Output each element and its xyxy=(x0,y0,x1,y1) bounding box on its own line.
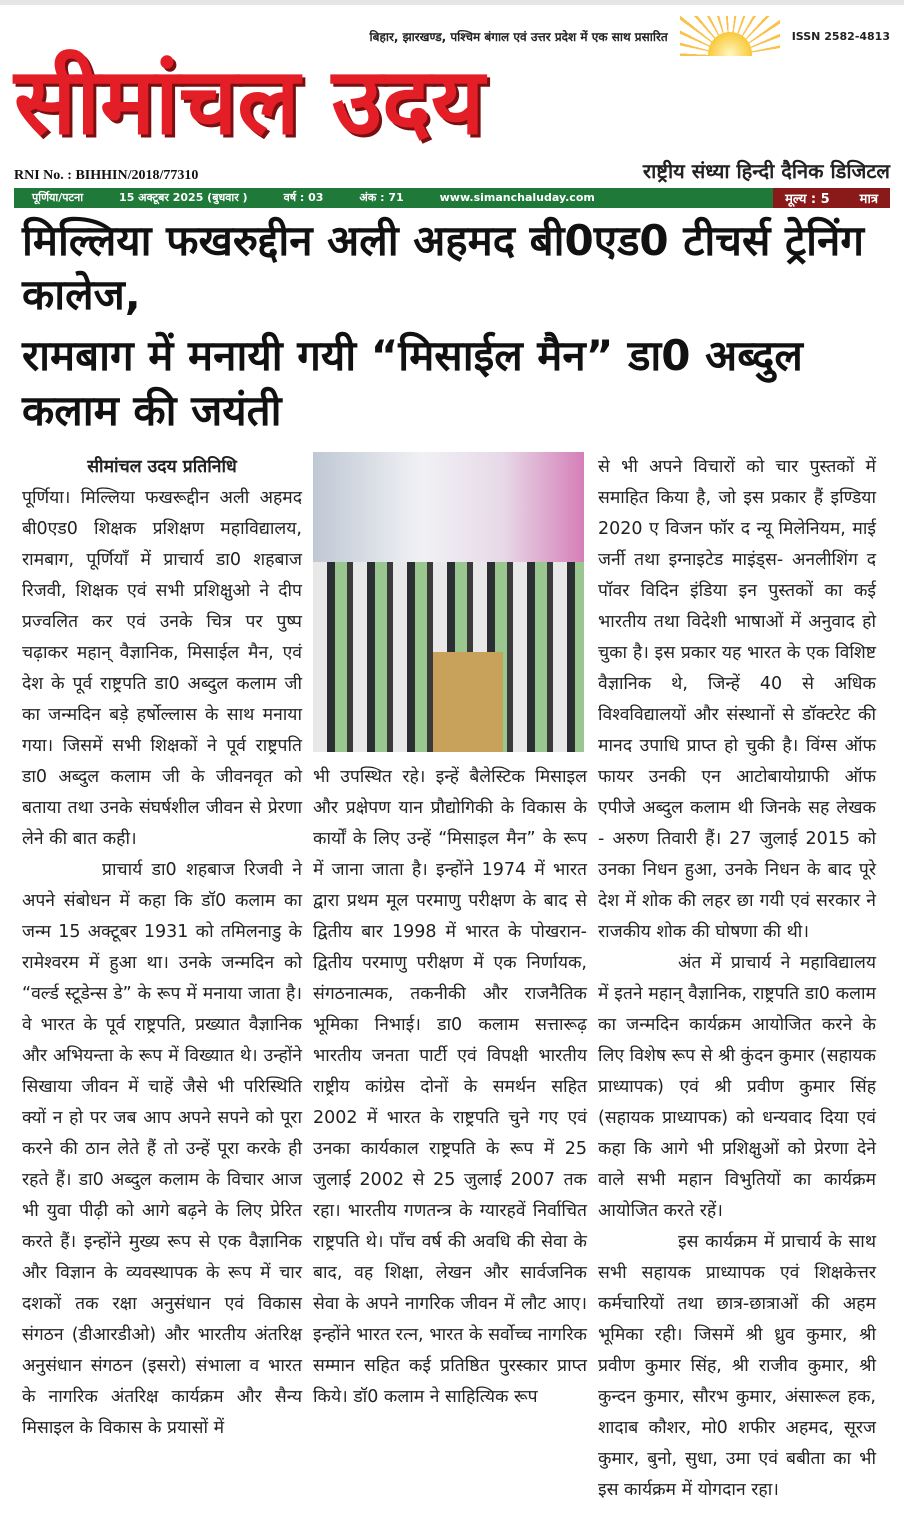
article-column-3 xyxy=(598,452,876,1506)
article-column-1 xyxy=(22,452,302,1506)
edition-issue: अंक : 71 xyxy=(359,191,404,205)
newspaper-subtitle: राष्ट्रीय संध्या हिन्दी दैनिक डिजिटल xyxy=(642,158,890,183)
byline: सीमांचल उदय प्रतिनिधि xyxy=(87,457,237,478)
masthead-sub-row xyxy=(14,157,890,184)
newspaper-page xyxy=(0,5,904,1516)
price-unit: मात्र xyxy=(859,191,878,207)
paragraph: इस कार्यक्रम में प्राचार्य के साथ सभी सहायक प्राध्यापक एवं शिक्षकेत्तर कर्मचारियों तथा छात्र-छात्राओं की अहम भूमिका रही। जिसमें श्री ध्रुव कुमार, श्री प्रवीण कुमार सिंह, श्री राजीव कुमार, श्री कुन्दन कुमार, सौरभ कुमार, अंसारूल हक, शादाब कौशर, मो0 शफीर अहमद, सूरज कुमार, बुनो, सुधा, उमा एवं बबीता का भी इस कार्यक्रम में योगदान रहा। xyxy=(598,1232,876,1501)
price-box xyxy=(773,188,890,208)
masthead-tagline: बिहार, झारखण्ड, पश्चिम बंगाल एवं उत्तर प्रदेश में एक साथ प्रसारित xyxy=(369,29,668,44)
edition-date: 15 अक्टूबर 2025 (बुधवार ) xyxy=(119,191,248,205)
sun-logo-icon xyxy=(680,16,780,56)
info-bar xyxy=(14,188,890,208)
newspaper-title: सीमांचल उदय xyxy=(14,48,485,155)
paragraph: पूर्णिया। मिल्लिया फखरूद्दीन अली अहमद बी0एड0 शिक्षक प्रशिक्षण महाविद्यालय, रामबाग, पूर्णियाँ में प्राचार्य डा0 शहबाज रिजवी, शिक्षक एवं सभी प्रशिक्षुओ ने दीप प्रज्वलित कर एवं उनके चित्र पर पुष्प चढ़ाकर महान् वैज्ञानिक, मिसाईल मैन, एवं देश के पूर्व राष्ट्रपति डा0 अब्दुल कलाम जी का जन्मदिन बड़े हर्षोल्लास के साथ मनाया गया। जिसमें सभी शिक्षकों ने पूर्व राष्ट्रपति डा0 अब्दुल कलाम जी के जीवनवृत को बताया तथा उनके संघर्षशील जीवन से प्रेरणा लेने की बात कही। xyxy=(22,488,302,850)
edition-place: पूर्णिया/पटना xyxy=(32,191,84,205)
event-photo xyxy=(313,452,584,752)
article-column-2 xyxy=(313,452,587,1506)
headline-line-2: रामबाग में मनायी गयी “मिसाईल मैन” डा0 अब्दुल कलाम की जयंती xyxy=(22,330,803,435)
website-link[interactable]: www.simanchaluday.com xyxy=(439,191,595,205)
edition-year: वर्ष : 03 xyxy=(283,191,324,205)
paragraph: अंत में प्राचार्य ने महाविद्यालय में इतने महान् वैज्ञानिक, राष्ट्रपति डा0 कलाम का जन्मदिन कार्यक्रम आयोजित करने के लिए विशेष रूप से श्री कुंदन कुमार (सहायक प्राध्यापक) एवं श्री प्रवीण कुमार सिंह (सहायक प्राध्यापक) को धन्यवाद दिया एवं कहा कि आगे भी प्रशिक्षुओं को प्रेरणा देने वाले सभी महान विभुतियों का कार्यक्रम आयोजित करते रहें। xyxy=(598,953,876,1222)
rni-number: RNI No. : BIHHIN/2018/77310 xyxy=(14,167,199,183)
paragraph: से भी अपने विचारों को चार पुस्तकों में समाहित किया है, जो इस प्रकार हैं इण्डिया 2020 ए विजन फॉर द न्यू मिलेनियम, माई जर्नी तथा इग्नाइटेड माइंड्स- अनलीशिंग द पॉवर विदिन इंडिया इन पुस्तकों का कई भारतीय तथा विदेशी भाषाओं में अनुवाद हो चुका है। इस प्रकार यह भारत के एक विशिष्ट वैज्ञानिक थे, जिन्हें 40 से अधिक विश्वविद्यालयों और संस्थानों से डॉक्टरेट की मानद उपाधि प्राप्त हो चुकी है। विंग्स ऑफ फायर उनकी एन आटोबायोग्राफी ऑफ एपीजे अब्दुल कलाम थी जिनके सह लेखक - अरुण तिवारी हैं। 27 जुलाई 2015 को उनका निधन हुआ, उनके निधन के बाद पूरे देश में शोक की लहर छा गयी एवं सरकार ने राजकीय शोक की घोषणा की थी। xyxy=(598,457,876,943)
price-label: मूल्य : 5 xyxy=(785,191,830,207)
article-columns xyxy=(14,452,890,1506)
paragraph: भी उपस्थित रहे। इन्हें बैलेस्टिक मिसाइल और प्रक्षेपण यान प्रौद्योगिकी के विकास के कार्यों के लिए उन्हें “मिसाइल मैन” के रूप में जाना जाता है। इन्होंने 1974 में भारत द्वारा प्रथम मूल परमाणु परीक्षण के बाद से द्वितीय बार 1998 में भारत के पोखरान-द्वितीय परमाणु परीक्षण में एक निर्णायक, संगठनात्मक, तकनीकी और राजनैतिक भूमिका निभाई। डा0 कलाम सत्तारूढ़ भारतीय जनता पार्टी एवं विपक्षी भारतीय राष्ट्रीय कांग्रेस दोनों के समर्थन सहित 2002 में भारत के राष्ट्रपति चुने गए एवं उनका कार्यकाल राष्ट्रपति के रूप में 25 जुलाई 2002 से 25 जुलाई 2007 तक रहा। भारतीय गणतन्त्र के ग्यारहवें निर्वाचित राष्ट्रपति थे। पाँच वर्ष की अवधि की सेवा के बाद, वह शिक्षा, लेखन और सार्वजनिक सेवा के अपने नागरिक जीवन में लौट आए। इन्होंने भारत रत्न, भारत के सर्वोच्च नागरिक सम्मान सहित कई प्रतिष्ठित पुरस्कार प्राप्त किये। डॉ0 कलाम ने साहित्यिक रूप xyxy=(313,767,587,1408)
issn-number: ISSN 2582-4813 xyxy=(791,29,890,43)
paragraph: प्राचार्य डा0 शहबाज रिजवी ने अपने संबोधन में कहा कि डॉ0 कलाम का जन्म 15 अक्टूबर 1931 को तमिलनाडु के रामेश्वरम में हुआ था। उनके जन्मदिन को “वर्ल्ड स्टूडेन्स डे” के रूप में मनाया जाता है। वे भारत के पूर्व राष्ट्रपति, प्रख्यात वैज्ञानिक और अभियन्ता के रूप में विख्यात थे। उन्होंने सिखाया जीवन में चाहें जैसे भी परिस्थिति क्यों न हो पर जब आप अपने सपने को पूरा करने की ठान लेते हैं तो उन्हें पूरा करके ही रहते हैं। डा0 अब्दुल कलाम के विचार आज भी युवा पीढ़ी को आगे बढ़ने के लिए प्रेरित करते हैं। इन्होंने मुख्य रूप से एक वैज्ञानिक और विज्ञान के व्यवस्थापक के रूप में चार दशकों तक रक्षा अनुसंधान एवं विकास संगठन (डीआरडीओ) और भारतीय अंतरिक्ष अनुसंधान संगठन (इसरो) संभाला व भारत के नागरिक अंतरिक्ष कार्यक्रम और सैन्य मिसाइल के विकास के प्रयासों में xyxy=(22,860,302,1439)
headline-line-1: मिल्लिया फखरुद्दीन अली अहमद बी0एड0 टीचर्स ट्रेनिंग कालेज, xyxy=(22,215,864,320)
masthead-top-row xyxy=(14,5,890,49)
